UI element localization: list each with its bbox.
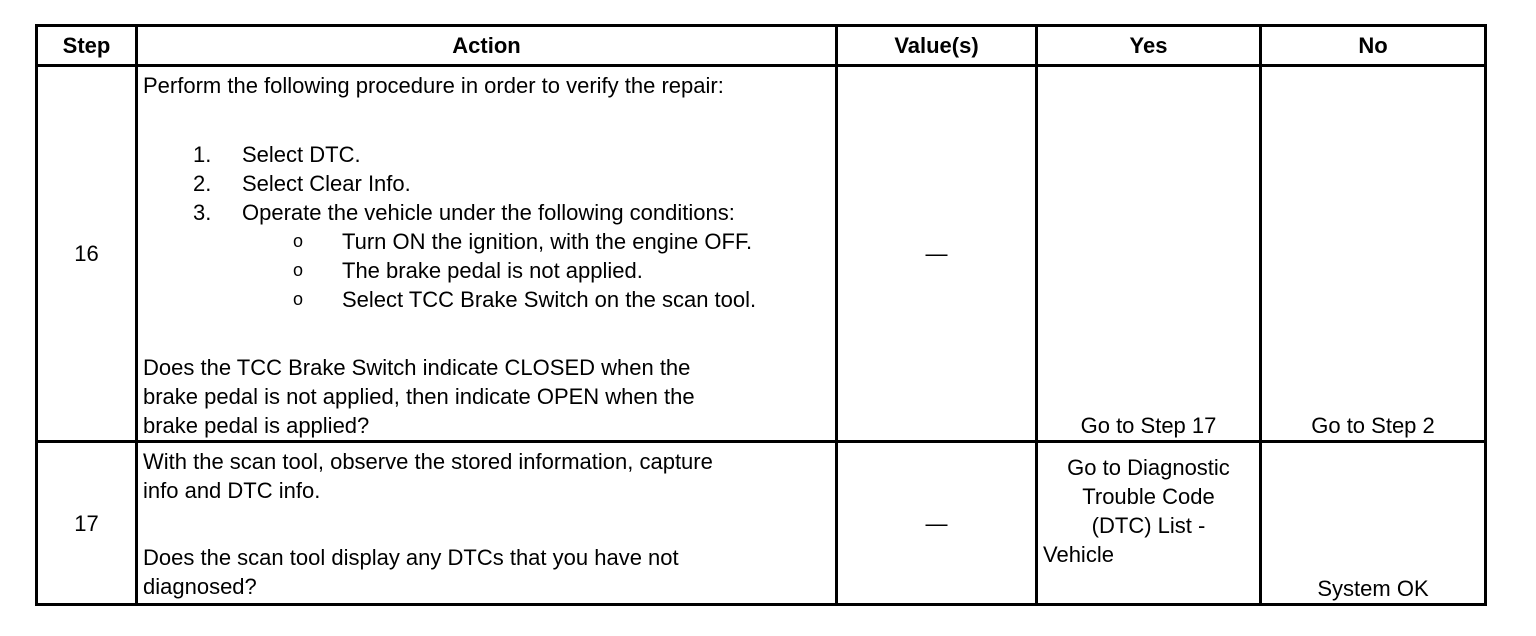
no-cell: Go to Step 2 <box>1261 66 1486 442</box>
question-line: Does the scan tool display any DTCs that you have not <box>143 545 679 570</box>
value-cell: — <box>837 66 1037 442</box>
step-text: Select DTC. <box>242 142 361 167</box>
action-cell <box>137 442 837 605</box>
action-intro: Perform the following procedure in order to verify the repair: <box>143 73 724 98</box>
condition-item <box>143 285 830 314</box>
header-step: Step <box>37 26 137 66</box>
yes-line: Vehicle <box>1043 542 1114 567</box>
header-row <box>37 26 1486 66</box>
procedure-step <box>143 169 830 198</box>
diagnostic-table <box>35 24 1487 606</box>
condition-text: The brake pedal is not applied. <box>342 258 643 283</box>
yes-line: Trouble Code <box>1082 484 1215 509</box>
no-cell: System OK <box>1261 442 1486 605</box>
step-index: 3. <box>193 200 212 225</box>
circle-bullet-icon: o <box>293 260 304 280</box>
procedure-list <box>143 140 830 314</box>
value-cell: — <box>837 442 1037 605</box>
question-line: brake pedal is not applied, then indicate OPEN when the <box>143 384 695 409</box>
step-text: Select Clear Info. <box>242 171 411 196</box>
condition-text: Select TCC Brake Switch on the scan tool. <box>342 287 757 312</box>
procedure-step <box>143 198 830 314</box>
step-number: 17 <box>37 442 137 605</box>
procedure-step <box>143 140 830 169</box>
intro-line: With the scan tool, observe the stored information, capture <box>143 449 713 474</box>
intro-line: info and DTC info. <box>143 478 321 503</box>
verification-question <box>143 353 830 440</box>
table-row <box>37 66 1486 442</box>
condition-item <box>143 227 830 256</box>
circle-bullet-icon: o <box>293 231 304 251</box>
yes-line: Go to Diagnostic <box>1067 455 1230 480</box>
question-line: brake pedal is applied? <box>143 413 370 438</box>
step-text: Operate the vehicle under the following conditions: <box>242 200 735 225</box>
step-number: 16 <box>37 66 137 442</box>
verification-question <box>143 543 830 601</box>
step-index: 1. <box>193 142 212 167</box>
header-action: Action <box>137 26 837 66</box>
question-line: Does the TCC Brake Switch indicate CLOSED when the <box>143 355 691 380</box>
condition-item <box>143 256 830 285</box>
yes-instruction <box>1043 453 1254 603</box>
action-intro <box>143 447 830 505</box>
circle-bullet-icon: o <box>293 289 304 309</box>
yes-cell <box>1037 442 1261 605</box>
question-line: diagnosed? <box>143 574 257 599</box>
condition-list <box>242 227 830 314</box>
table-row <box>37 442 1486 605</box>
yes-cell: Go to Step 17 <box>1037 66 1261 442</box>
yes-line: (DTC) List - <box>1091 513 1206 538</box>
step-index: 2. <box>193 171 212 196</box>
header-values: Value(s) <box>837 26 1037 66</box>
action-cell <box>137 66 837 442</box>
header-no: No <box>1261 26 1486 66</box>
condition-text: Turn ON the ignition, with the engine OFF. <box>342 229 753 254</box>
header-yes: Yes <box>1037 26 1261 66</box>
